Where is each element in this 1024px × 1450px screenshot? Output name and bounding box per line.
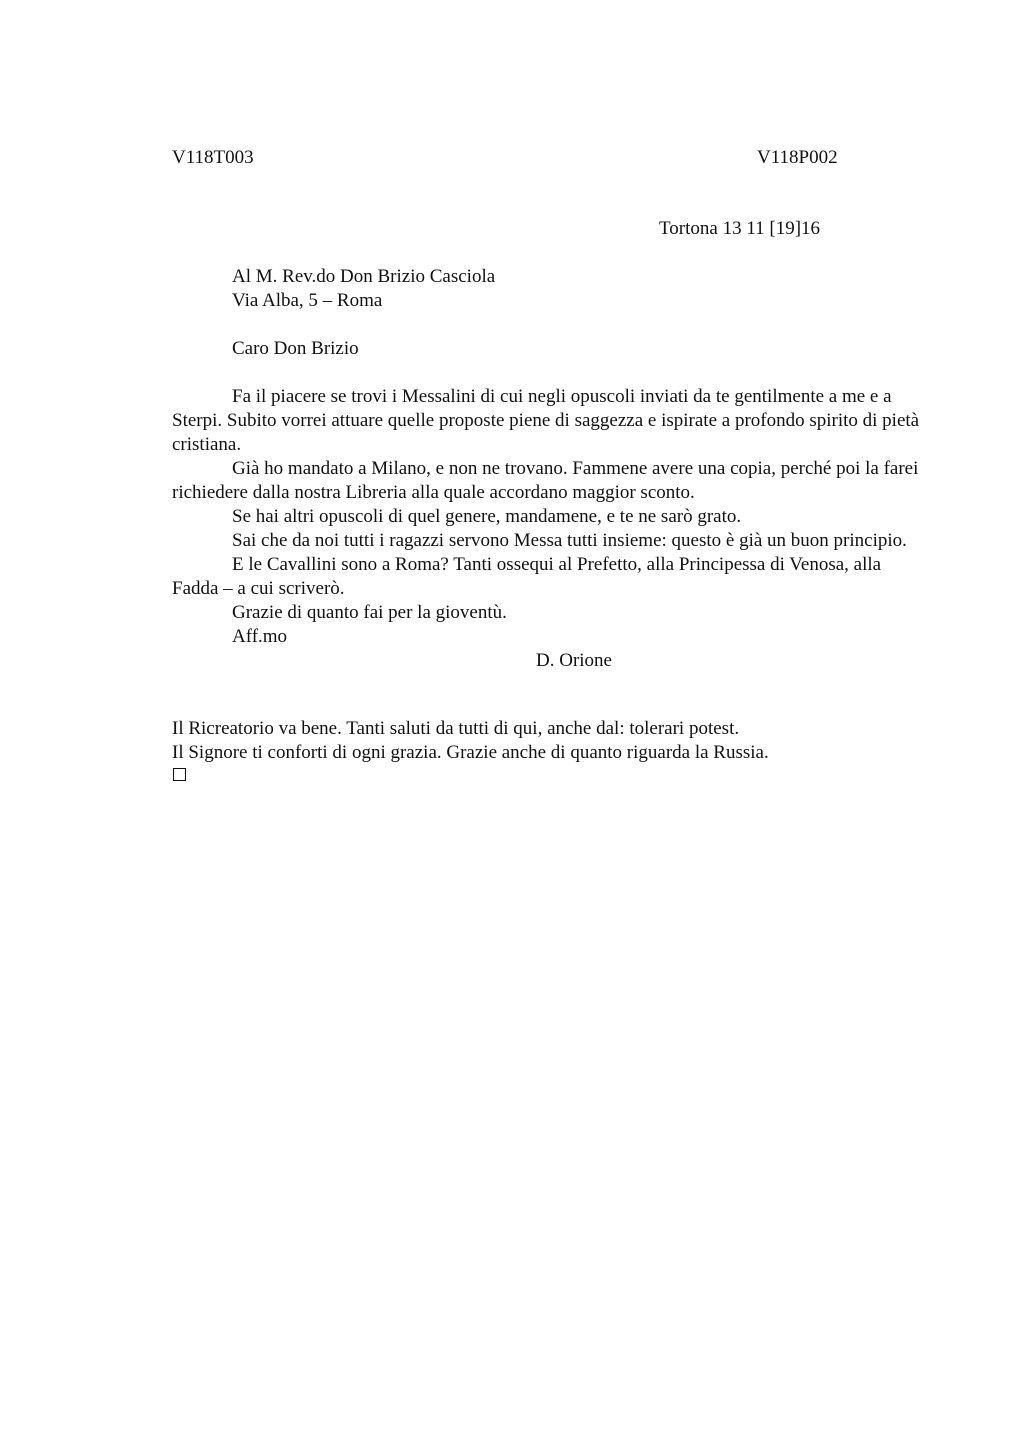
signature: D. Orione: [536, 650, 612, 671]
paragraph: Sai che da noi tutti i ragazzi servono Messa tutti insieme: questo è già un buon principio.: [232, 530, 907, 551]
checkbox-glyph: [173, 768, 186, 781]
salutation: Caro Don Brizio: [232, 338, 359, 359]
header-right-code: V118P002: [757, 147, 838, 168]
paragraph: Se hai altri opuscoli di quel genere, mandamene, e te ne sarò grato.: [232, 506, 742, 527]
paragraph: Grazie di quanto fai per la gioventù.: [232, 602, 507, 623]
postscript-line-1: Il Ricreatorio va bene. Tanti saluti da tutti di qui, anche dal: tolerari potest.: [172, 718, 740, 739]
dateline: Tortona 13 11 [19]16: [659, 218, 821, 239]
paragraph: Già ho mandato a Milano, e non ne trovano. Fammene avere una copia, perché poi la farei richiedere dalla nostra Libreria alla quale accordano maggior sconto.: [172, 458, 919, 503]
closing: Aff.mo: [232, 626, 288, 647]
postscript: [172, 717, 932, 765]
address-line-2: Via Alba, 5 – Roma: [232, 290, 383, 311]
paragraph: Fa il piacere se trovi i Messalini di cui negli opuscoli inviati da te gentilmente a me e a Sterpi. Subito vorrei attuare quelle proposte piene di saggezza e ispirate a profondo spirito di pietà cristiana.: [172, 386, 920, 455]
address-line-1: Al M. Rev.do Don Brizio Casciola: [232, 266, 496, 287]
postscript-line-2: Il Signore ti conforti di ogni grazia. Grazie anche di quanto riguarda la Russia.: [172, 742, 769, 763]
letter-body: [172, 385, 924, 673]
paragraph: E le Cavallini sono a Roma? Tanti ossequi al Prefetto, alla Principessa di Venosa, alla Fadda – a cui scriverò.: [172, 554, 882, 599]
header-left-code: V118T003: [172, 147, 254, 168]
